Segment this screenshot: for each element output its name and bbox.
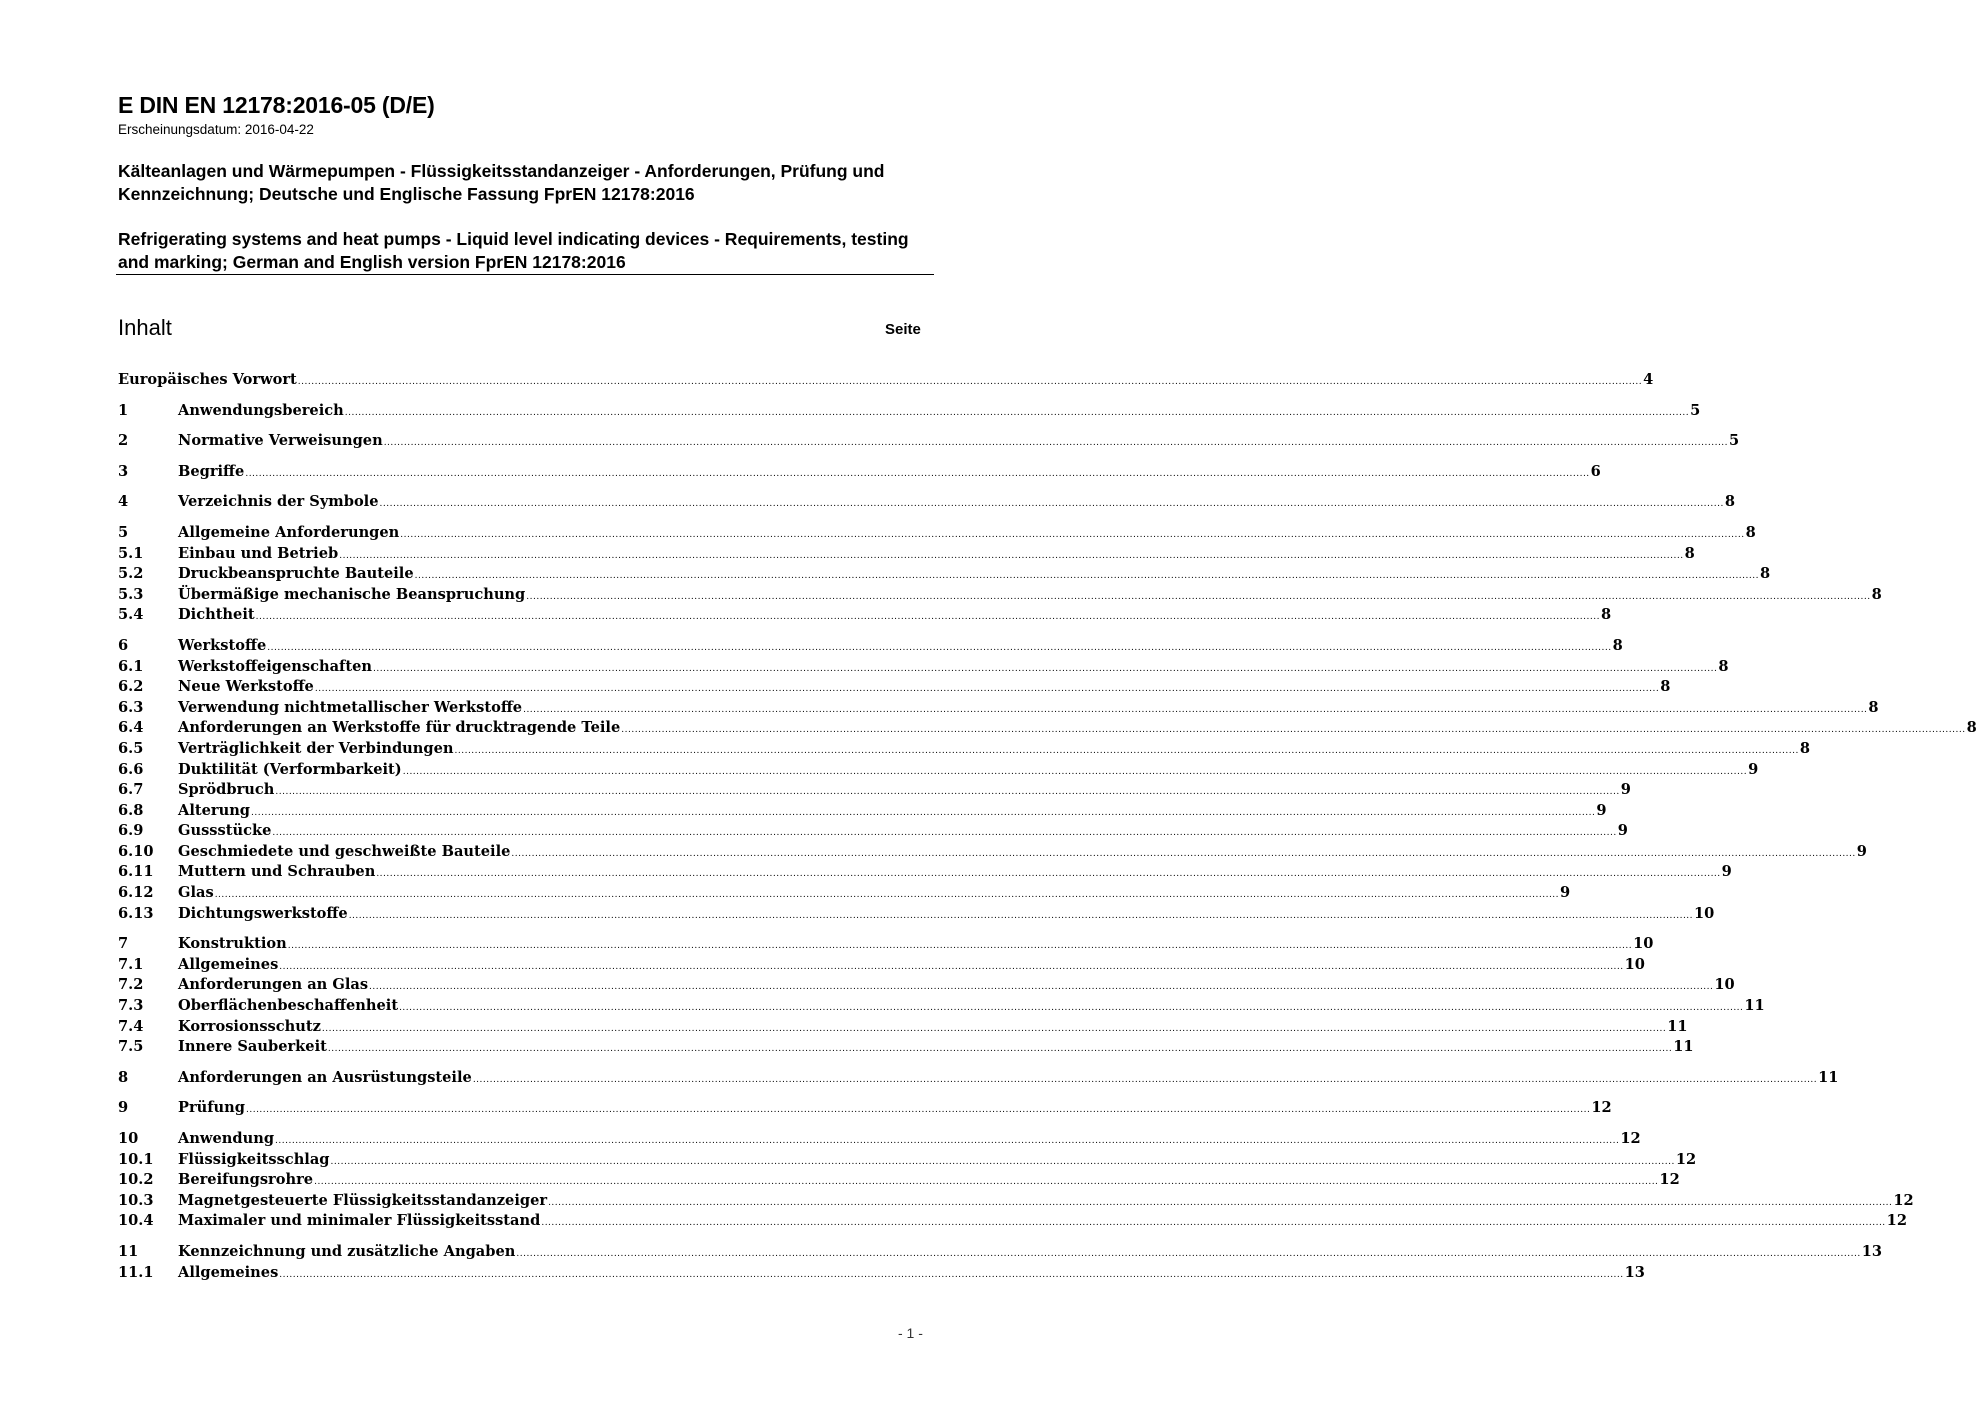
toc-entry[interactable] <box>118 801 1607 822</box>
toc-entry[interactable] <box>118 1211 1907 1232</box>
toc-dot-leader: ................................................................................................................................................................................................................................................................................................................................................................................................................ <box>369 982 1714 993</box>
toc-dot-leader: ................................................................................................................................................................................................................................................................................................................................................................................................................ <box>272 828 1617 839</box>
toc-entry-page: 9 <box>1620 781 1631 799</box>
toc-entry-page: 8 <box>1799 739 1810 757</box>
document-title: E DIN EN 12178:2016-05 (D/E) <box>118 92 435 118</box>
toc-entry[interactable] <box>118 544 1695 565</box>
toc-dot-leader: ................................................................................................................................................................................................................................................................................................................................................................................................................ <box>348 910 1694 921</box>
toc-dot-leader: ................................................................................................................................................................................................................................................................................................................................................................................................................ <box>383 438 1729 449</box>
toc-entry[interactable] <box>118 1129 1641 1150</box>
toc-entry[interactable] <box>118 401 1701 422</box>
toc-entry-number: 5.2 <box>118 565 144 583</box>
toc-entry[interactable] <box>118 821 1628 842</box>
toc-entry-page: 8 <box>1684 544 1695 562</box>
toc-dot-leader: ................................................................................................................................................................................................................................................................................................................................................................................................................ <box>251 807 1596 818</box>
toc-dot-leader: ................................................................................................................................................................................................................................................................................................................................................................................................................ <box>526 591 1871 602</box>
toc-entry-page: 9 <box>1596 801 1607 819</box>
toc-entry-title: Allgemeine Anforderungen <box>178 523 400 541</box>
toc-entry-number: 6.8 <box>118 801 144 819</box>
toc-entry[interactable] <box>118 1068 1839 1089</box>
toc-dot-leader: ................................................................................................................................................................................................................................................................................................................................................................................................................ <box>379 499 1724 510</box>
toc-entry-title: Begriffe <box>178 462 245 480</box>
title-german: Kälteanlagen und Wärmepumpen - Flüssigkeitsstandanzeiger - Anforderungen, Prüfung und Kennzeichnung; Deutsche und Englische Fassung FprEN 12178:2016 <box>118 161 885 204</box>
toc-dot-leader: ................................................................................................................................................................................................................................................................................................................................................................................................................ <box>372 663 1718 674</box>
toc-dot-leader: ................................................................................................................................................................................................................................................................................................................................................................................................................ <box>621 725 1966 736</box>
toc-entry-title: Verträglichkeit der Verbindungen <box>178 739 454 757</box>
toc-entry[interactable] <box>118 370 1654 391</box>
toc-entry-page: 8 <box>1966 719 1977 737</box>
toc-entry-page: 9 <box>1856 842 1867 860</box>
toc-entry-page: 8 <box>1660 678 1671 696</box>
toc-entry[interactable] <box>118 585 1882 606</box>
toc-entry-page: 4 <box>1643 371 1654 388</box>
toc-entry[interactable] <box>118 1170 1680 1191</box>
toc-entry-number: 10.1 <box>118 1150 154 1168</box>
toc-entry[interactable] <box>118 1263 1645 1284</box>
toc-entry-title: Konstruktion <box>178 935 287 953</box>
toc-entry-page: 5 <box>1690 401 1701 419</box>
toc-dot-leader: ................................................................................................................................................................................................................................................................................................................................................................................................................ <box>548 1197 1893 1208</box>
toc-dot-leader: ................................................................................................................................................................................................................................................................................................................................................................................................................ <box>523 704 1868 715</box>
toc-entry[interactable] <box>118 523 1756 544</box>
toc-entry[interactable] <box>118 564 1771 585</box>
toc-dot-leader: ................................................................................................................................................................................................................................................................................................................................................................................................................ <box>541 1218 1886 1229</box>
toc-heading: Inhalt <box>118 315 172 340</box>
toc-entry-number: 6.1 <box>118 657 144 675</box>
toc-dot-leader: ................................................................................................................................................................................................................................................................................................................................................................................................................ <box>279 1269 1624 1280</box>
toc-entry-title: Sprödbruch <box>178 781 275 799</box>
toc-entry[interactable] <box>118 842 1867 863</box>
toc-entry-title: Anforderungen an Glas <box>178 976 369 994</box>
toc-dot-leader: ................................................................................................................................................................................................................................................................................................................................................................................................................ <box>472 1074 1818 1085</box>
toc-entry-number: 6.13 <box>118 904 154 922</box>
toc-entry-page: 12 <box>1620 1130 1641 1147</box>
toc-dot-leader: ................................................................................................................................................................................................................................................................................................................................................................................................................ <box>511 848 1856 859</box>
toc-entry-number: 7.4 <box>118 1017 144 1035</box>
toc-entry-page: 8 <box>1612 636 1623 654</box>
toc-entry-page: 9 <box>1721 863 1732 881</box>
toc-entry[interactable] <box>118 780 1631 801</box>
toc-entry-page: 12 <box>1675 1150 1697 1168</box>
toc-entry[interactable] <box>118 739 1810 760</box>
toc-entry-number: 2 <box>118 432 129 450</box>
toc-entry[interactable] <box>118 462 1601 483</box>
toc-entry-number: 5.1 <box>118 544 144 562</box>
toc-entry-title: Werkstoffeigenschaften <box>178 657 372 675</box>
toc-entry-number: 4 <box>118 493 129 511</box>
toc-entry-page: 13 <box>1624 1263 1645 1281</box>
toc-entry[interactable] <box>118 1150 1697 1171</box>
toc-entry-page: 10 <box>1694 904 1715 922</box>
toc-entry-page: 5 <box>1729 432 1740 450</box>
toc-entry-page: 9 <box>1617 822 1628 840</box>
title-english: Refrigerating systems and heat pumps - Liquid level indicating devices - Requirements, testing and marking; German and English version FprEN 12178:2016 <box>118 229 909 272</box>
toc-entry-title: Allgemeines <box>178 1263 279 1281</box>
toc-entry-title: Übermäßige mechanische Beanspruchung <box>178 585 526 603</box>
toc-entry-title: Alterung <box>178 801 251 819</box>
toc-entry[interactable] <box>118 996 1765 1017</box>
toc-dot-leader: ................................................................................................................................................................................................................................................................................................................................................................................................................ <box>344 407 1690 418</box>
toc-entry-page: 10 <box>1714 976 1735 994</box>
toc-entry-title: Bereifungsrohre <box>178 1171 314 1189</box>
toc-entry[interactable] <box>118 934 1654 955</box>
publication-date: Erscheinungsdatum: 2016-04-22 <box>118 122 314 137</box>
toc-entry-title: Dichtheit <box>178 606 255 624</box>
toc-entry-number: 7.5 <box>118 1038 144 1056</box>
toc-entry-number: 10 <box>118 1130 139 1147</box>
toc-entry-page: 8 <box>1871 585 1882 603</box>
toc-entry[interactable] <box>118 431 1740 452</box>
toc-dot-leader: ................................................................................................................................................................................................................................................................................................................................................................................................................ <box>400 529 1745 540</box>
toc-dot-leader: ................................................................................................................................................................................................................................................................................................................................................................................................................ <box>287 941 1633 952</box>
toc-entry[interactable] <box>118 955 1645 976</box>
toc-entry[interactable] <box>118 883 1571 904</box>
toc-entry[interactable] <box>118 1242 1883 1263</box>
toc-entry-number: 10.3 <box>118 1191 154 1209</box>
toc-entry-number: 11.1 <box>118 1263 154 1281</box>
toc-entry-page: 11 <box>1667 1017 1688 1035</box>
toc-page-label: Seite <box>885 321 921 338</box>
toc-entry-number: 10.2 <box>118 1171 154 1189</box>
toc-entry-title: Anforderungen an Ausrüstungsteile <box>178 1068 472 1086</box>
toc-entry[interactable] <box>118 718 1977 739</box>
toc-dot-leader: ................................................................................................................................................................................................................................................................................................................................................................................................................ <box>214 890 1560 901</box>
toc-entry-number: 6.3 <box>118 698 144 716</box>
toc-entry-title: Neue Werkstoffe <box>178 678 314 696</box>
toc-entry-number: 1 <box>118 401 129 419</box>
toc-entry-number: 6.9 <box>118 822 144 840</box>
toc-dot-leader: ................................................................................................................................................................................................................................................................................................................................................................................................................ <box>516 1248 1861 1259</box>
toc-entry[interactable] <box>118 492 1736 513</box>
toc-dot-leader: ................................................................................................................................................................................................................................................................................................................................................................................................................ <box>327 1044 1673 1055</box>
toc-dot-leader: ................................................................................................................................................................................................................................................................................................................................................................................................................ <box>267 642 1612 653</box>
toc-entry-title: Flüssigkeitsschlag <box>178 1150 330 1168</box>
toc-entry-title: Innere Sauberkeit <box>178 1038 327 1056</box>
toc-entry-number: 6.11 <box>118 863 154 881</box>
toc-entry-title: Einbau und Betrieb <box>178 544 339 562</box>
toc-entry-page: 9 <box>1560 884 1571 902</box>
toc-entry-title: Verwendung nichtmetallischer Werkstoffe <box>178 698 523 716</box>
toc-entry-page: 12 <box>1659 1171 1680 1189</box>
toc-entry-title: Normative Verweisungen <box>178 432 383 450</box>
toc-entry-number: 5 <box>118 523 129 541</box>
toc-dot-leader: ................................................................................................................................................................................................................................................................................................................................................................................................................ <box>275 1136 1620 1146</box>
toc-dot-leader: ................................................................................................................................................................................................................................................................................................................................................................................................................ <box>454 745 1799 756</box>
toc-entry-title: Werkstoffe <box>178 636 267 654</box>
toc-dot-leader: ................................................................................................................................................................................................................................................................................................................................................................................................................ <box>330 1156 1675 1167</box>
toc-entry-number: 3 <box>118 462 129 480</box>
toc-dot-leader: ................................................................................................................................................................................................................................................................................................................................................................................................................ <box>376 869 1721 880</box>
toc-dot-leader: ................................................................................................................................................................................................................................................................................................................................................................................................................ <box>399 1003 1744 1014</box>
toc-entry-page: 8 <box>1745 523 1756 541</box>
toc-entry-number: 10.4 <box>118 1212 154 1230</box>
toc-entry-page: 11 <box>1673 1038 1694 1056</box>
toc-dot-leader: ................................................................................................................................................................................................................................................................................................................................................................................................................ <box>279 961 1624 972</box>
toc-entry[interactable] <box>118 657 1729 678</box>
toc-dot-leader: ................................................................................................................................................................................................................................................................................................................................................................................................................ <box>414 571 1759 582</box>
toc-entry[interactable] <box>118 1191 1914 1212</box>
toc-entry-page: 8 <box>1600 606 1612 624</box>
toc-entry-page: 6 <box>1590 462 1601 480</box>
toc-entry[interactable] <box>118 904 1715 925</box>
toc-entry[interactable] <box>118 1098 1612 1119</box>
toc-entry-page: 8 <box>1868 698 1879 716</box>
toc-entry-title: Magnetgesteuerte Flüssigkeitsstandanzeiger <box>178 1191 548 1209</box>
toc-entry-title: Geschmiedete und geschweißte Bauteile <box>178 842 511 860</box>
toc-dot-leader: ................................................................................................................................................................................................................................................................................................................................................................................................................ <box>275 787 1620 798</box>
toc-entry-title: Maximaler und minimaler Flüssigkeitsstand <box>178 1212 541 1230</box>
toc-entry[interactable] <box>118 975 1735 996</box>
toc-entry-title: Korrosionsschutz <box>178 1017 321 1035</box>
toc-entry-number: 6.6 <box>118 760 144 778</box>
toc-entry-page: 8 <box>1718 657 1729 675</box>
toc-entry-page: 11 <box>1818 1068 1839 1086</box>
toc-entry-number: 7.2 <box>118 976 144 994</box>
toc-entry-title: Druckbeanspruchte Bauteile <box>178 565 414 583</box>
toc-entry-title: Anforderungen an Werkstoffe für drucktragende Teile <box>178 719 621 737</box>
toc-entry-title: Anwendung <box>178 1130 275 1147</box>
toc-entry-page: 11 <box>1744 997 1765 1015</box>
toc-entry-title: Verzeichnis der Symbole <box>178 493 379 511</box>
toc-entry-number: 7.1 <box>118 955 144 973</box>
toc-entry[interactable] <box>118 760 1759 781</box>
toc-dot-leader: ................................................................................................................................................................................................................................................................................................................................................................................................................ <box>314 684 1660 695</box>
toc-dot-leader: ................................................................................................................................................................................................................................................................................................................................................................................................................ <box>255 612 1600 623</box>
toc-dot-leader: ................................................................................................................................................................................................................................................................................................................................................................................................................ <box>245 468 1590 479</box>
toc-entry-number: 6.12 <box>118 884 154 902</box>
toc-entry-title: Dichtungswerkstoffe <box>178 904 348 922</box>
toc-entry-page: 9 <box>1748 760 1759 778</box>
toc-entry[interactable] <box>118 1017 1688 1038</box>
toc-entry-title: Allgemeines <box>178 955 279 973</box>
toc-entry-title: Gussstücke <box>178 822 272 840</box>
toc-entry-title: Muttern und Schrauben <box>178 863 376 881</box>
toc-entry-number: 7 <box>118 935 129 953</box>
toc-dot-leader: ................................................................................................................................................................................................................................................................................................................................................................................................................ <box>339 550 1684 561</box>
toc-entry-number: 6.7 <box>118 781 144 799</box>
toc-entry-number: 6.2 <box>118 678 144 696</box>
toc-entry-page: 12 <box>1893 1191 1914 1209</box>
toc-entry-number: 6.5 <box>118 739 144 757</box>
toc-entry-title: Anwendungsbereich <box>178 401 344 419</box>
toc-entry-page: 8 <box>1759 565 1771 583</box>
toc-entry[interactable] <box>118 698 1879 719</box>
toc-entry-title: Duktilität (Verformbarkeit) <box>178 760 402 778</box>
toc-entry-number: 6.4 <box>118 719 144 737</box>
page-number: - 1 - <box>898 1325 923 1341</box>
toc-entry-title: Oberflächenbeschaffenheit <box>178 997 399 1015</box>
table-of-contents <box>118 370 1977 1283</box>
toc-entry-title: Kennzeichnung und zusätzliche Angaben <box>178 1242 516 1260</box>
toc-entry-title: Prüfung <box>178 1099 245 1117</box>
toc-entry[interactable] <box>118 677 1671 698</box>
toc-entry[interactable] <box>118 1037 1694 1058</box>
toc-entry-page: 13 <box>1861 1242 1883 1260</box>
toc-entry-page: 12 <box>1886 1212 1907 1230</box>
toc-entry[interactable] <box>118 605 1612 626</box>
toc-entry-page: 12 <box>1591 1099 1612 1117</box>
toc-dot-leader: ................................................................................................................................................................................................................................................................................................................................................................................................................ <box>297 377 1643 387</box>
toc-entry-page: 10 <box>1624 955 1645 973</box>
toc-entry-title: Europäisches Vorwort <box>118 371 297 388</box>
toc-entry-number: 7.3 <box>118 997 144 1015</box>
toc-entry-number: 5.3 <box>118 585 144 603</box>
toc-dot-leader: ................................................................................................................................................................................................................................................................................................................................................................................................................ <box>245 1105 1591 1116</box>
toc-entry-number: 6.10 <box>118 842 154 860</box>
toc-dot-leader: ................................................................................................................................................................................................................................................................................................................................................................................................................ <box>321 1023 1667 1034</box>
toc-entry-number: 5.4 <box>118 606 144 624</box>
toc-entry[interactable] <box>118 862 1732 883</box>
toc-entry-page: 8 <box>1724 493 1736 511</box>
toc-entry-title: Glas <box>178 884 214 902</box>
toc-dot-leader: ................................................................................................................................................................................................................................................................................................................................................................................................................ <box>314 1177 1659 1188</box>
title-divider <box>116 274 934 275</box>
toc-entry-page: 10 <box>1633 935 1654 953</box>
toc-dot-leader: ................................................................................................................................................................................................................................................................................................................................................................................................................ <box>402 766 1748 777</box>
toc-entry-number: 9 <box>118 1099 129 1117</box>
toc-entry-number: 8 <box>118 1068 129 1086</box>
toc-entry[interactable] <box>118 636 1623 657</box>
toc-entry-number: 11 <box>118 1242 139 1260</box>
toc-entry-number: 6 <box>118 636 129 654</box>
